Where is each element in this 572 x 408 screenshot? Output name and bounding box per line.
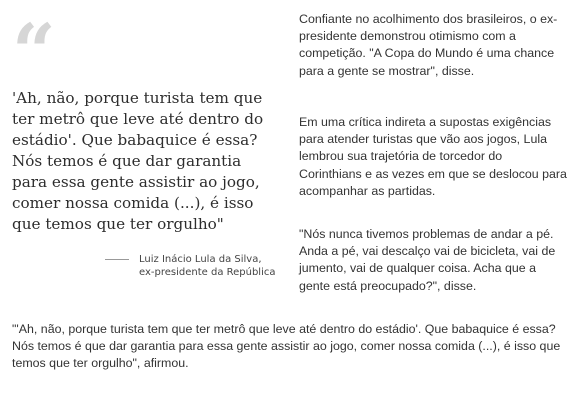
quote-attribution bbox=[105, 253, 283, 279]
article-paragraph-3: "Nós nunca tivemos problemas de andar a pé. Anda a pé, vai descalço vai de bicicleta, vai de jumento, vai de qualquer coisa. Acha que a gente está preocupado?", disse. bbox=[299, 227, 556, 293]
attribution-divider bbox=[105, 259, 129, 260]
pull-quote-text: 'Ah, não, porque turista tem que ter metrô que leve até dentro do estádio'. Que babaquice é essa? Nós temos é que dar garantia para essa gente assistir ao jogo, comer nossa comida (...), é isso que temos que ter orgulho" bbox=[12, 89, 264, 233]
quote-author-role: ex-presidente da República bbox=[139, 267, 276, 278]
quote-mark-icon: “ bbox=[12, 7, 50, 96]
article-paragraph-1: Confiante no acolhimento dos brasileiros, o ex-presidente demonstrou otimismo com a competição. "A Copa do Mundo é uma chance para a gente se mostrar", disse. bbox=[299, 12, 558, 78]
pull-quote bbox=[12, 7, 280, 235]
quote-author: Luiz Inácio Lula da Silva, bbox=[139, 254, 262, 265]
article-paragraph-4: "'Ah, não, porque turista tem que ter metrô que leve até dentro do estádio'. Que babaquice é essa? Nós temos é que dar garantia para essa gente assistir ao jogo, comer nossa comida (...), é isso que temos que ter orgulho", afirmou. bbox=[12, 322, 561, 371]
article-paragraph-2: Em uma crítica indireta a supostas exigências para atender turistas que vão aos jogos, Lula lembrou sua trajetória de torcedor do Corinthians e as vezes em que se deslocou para acompanhar as partidas. bbox=[299, 115, 567, 198]
